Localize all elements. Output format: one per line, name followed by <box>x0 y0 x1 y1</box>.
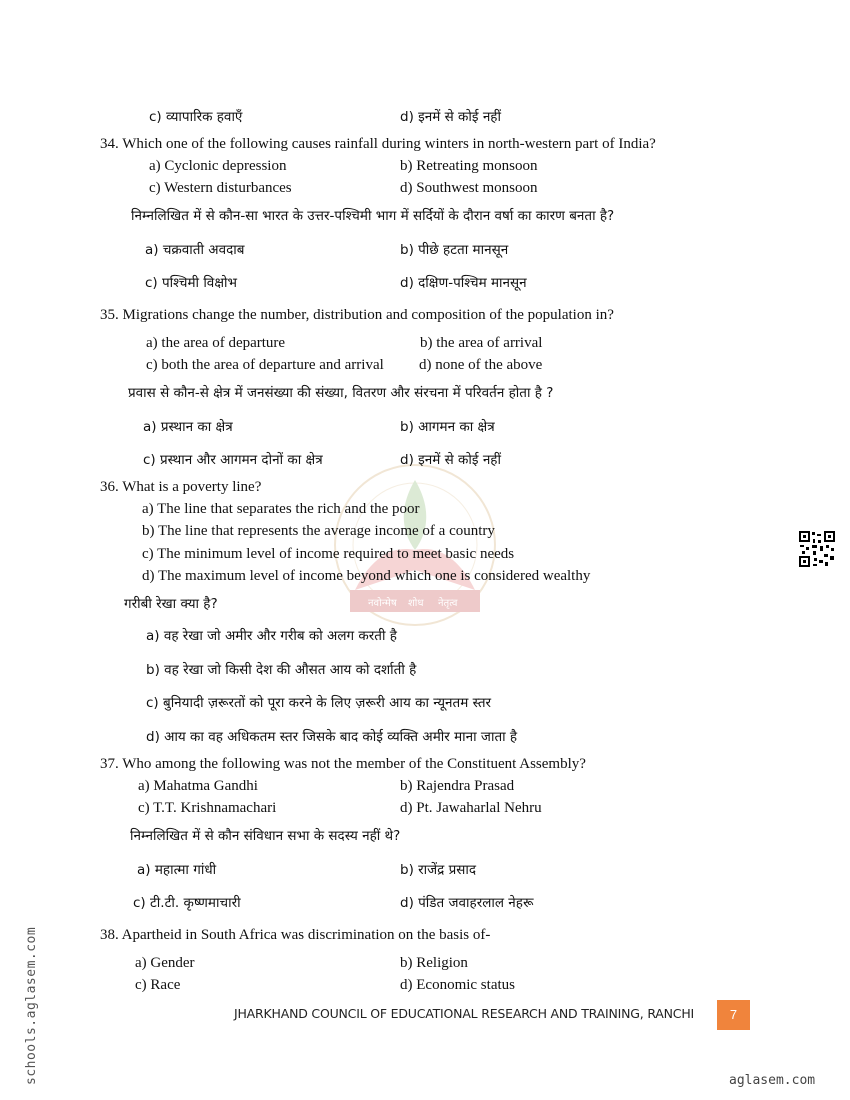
watermark-word-3: नेतृत्व <box>438 598 458 609</box>
q37-option-d-hi: d) पंडित जवाहरलाल नेहरू <box>400 895 534 911</box>
q37-option-a-hi: a) महात्मा गांधी <box>137 862 217 878</box>
q37-question: 37. Who among the following was not the member of the Constituent Assembly? <box>100 756 586 772</box>
q38-option-d: d) Economic status <box>400 977 515 993</box>
q36-option-b-hi: b) वह रेखा जो किसी देश की औसत आय को दर्शाती है <box>146 662 417 678</box>
q33-option-d-hi: d) इनमें से कोई नहीं <box>400 109 501 125</box>
q36-option-a-hi: a) वह रेखा जो अमीर और गरीब को अलग करती है <box>146 628 397 644</box>
q35-option-b-hi: b) आगमन का क्षेत्र <box>400 419 495 435</box>
q34-option-b-hi: b) पीछे हटता मानसून <box>400 242 509 258</box>
watermark-word-2: शोध <box>408 598 424 609</box>
q38-option-c: c) Race <box>135 977 181 993</box>
q34-option-d: d) Southwest monsoon <box>400 180 538 196</box>
q35-option-a: a) the area of departure <box>146 335 286 351</box>
q34-option-c: c) Western disturbances <box>149 180 292 196</box>
q35-option-c: c) both the area of departure and arrival <box>146 357 384 373</box>
q38-option-a: a) Gender <box>135 955 195 971</box>
q37-option-c: c) T.T. Krishnamachari <box>138 800 277 816</box>
q33-option-c-hi: c) व्यापारिक हवाएँ <box>149 109 243 125</box>
q35-question: 35. Migrations change the number, distribution and composition of the population in? <box>100 307 614 323</box>
q38-option-b: b) Religion <box>400 955 468 971</box>
qr-code-icon <box>798 530 836 568</box>
q36-option-d-hi: d) आय का वह अधिकतम स्तर जिसके बाद कोई व्यक्ति अमीर माना जाता है <box>146 729 518 745</box>
q35-option-b: b) the area of arrival <box>420 335 543 351</box>
q37-option-b: b) Rajendra Prasad <box>400 778 515 794</box>
q35-option-c-hi: c) प्रस्थान और आगमन दोनों का क्षेत्र <box>143 452 323 468</box>
q34-option-d-hi: d) दक्षिण-पश्चिम मानसून <box>400 275 527 291</box>
q37-option-d: d) Pt. Jawaharlal Nehru <box>400 800 542 816</box>
q38-question: 38. Apartheid in South Africa was discrimination on the basis of- <box>100 927 491 943</box>
q36-option-c: c) The minimum level of income required to meet basic needs <box>142 546 515 562</box>
q35-option-a-hi: a) प्रस्थान का क्षेत्र <box>143 419 233 435</box>
q37-option-a: a) Mahatma Gandhi <box>138 778 258 794</box>
q35-option-d-hi: d) इनमें से कोई नहीं <box>400 452 501 468</box>
bottom-watermark-url: aglasem.com <box>729 1073 816 1088</box>
q36-option-b: b) The line that represents the average income of a country <box>142 523 495 539</box>
q34-option-b: b) Retreating monsoon <box>400 158 538 174</box>
q37-question-hi: निम्नलिखित में से कौन संविधान सभा के सदस्य नहीं थे? <box>130 828 401 844</box>
q36-question-hi: गरीबी रेखा क्या है? <box>124 596 218 612</box>
q36-option-d: d) The maximum level of income beyond which one is considered wealthy <box>142 568 591 584</box>
side-watermark-url: schools.aglasem.com <box>24 926 39 1085</box>
q35-option-d: d) none of the above <box>419 357 543 373</box>
q34-option-a: a) Cyclonic depression <box>149 158 287 174</box>
q34-option-c-hi: c) पश्चिमी विक्षोभ <box>145 275 237 291</box>
footer-organization: JHARKHAND COUNCIL OF EDUCATIONAL RESEARCH AND TRAINING, RANCHI <box>234 1006 695 1021</box>
q36-question: 36. What is a poverty line? <box>100 479 262 495</box>
q35-question-hi: प्रवास से कौन-से क्षेत्र में जनसंख्या की संख्या, वितरण और संरचना में परिवर्तन होता है ? <box>128 385 554 401</box>
q37-option-b-hi: b) राजेंद्र प्रसाद <box>400 862 477 878</box>
q34-question: 34. Which one of the following causes rainfall during winters in north-western part of India? <box>100 136 656 152</box>
page-number-badge: 7 <box>717 1000 750 1030</box>
q36-option-a: a) The line that separates the rich and the poor <box>142 501 420 517</box>
q34-option-a-hi: a) चक्रवाती अवदाब <box>145 242 245 258</box>
watermark-word-1: नवोन्मेष <box>368 598 397 609</box>
q34-question-hi: निम्नलिखित में से कौन-सा भारत के उत्तर-पश्चिमी भाग में सर्दियों के दौरान वर्षा का कारण बनता है? <box>131 208 615 224</box>
q37-option-c-hi: c) टी.टी. कृष्णमाचारी <box>133 895 241 911</box>
q36-option-c-hi: c) बुनियादी ज़रूरतों को पूरा करने के लिए ज़रूरी आय का न्यूनतम स्तर <box>146 695 492 711</box>
